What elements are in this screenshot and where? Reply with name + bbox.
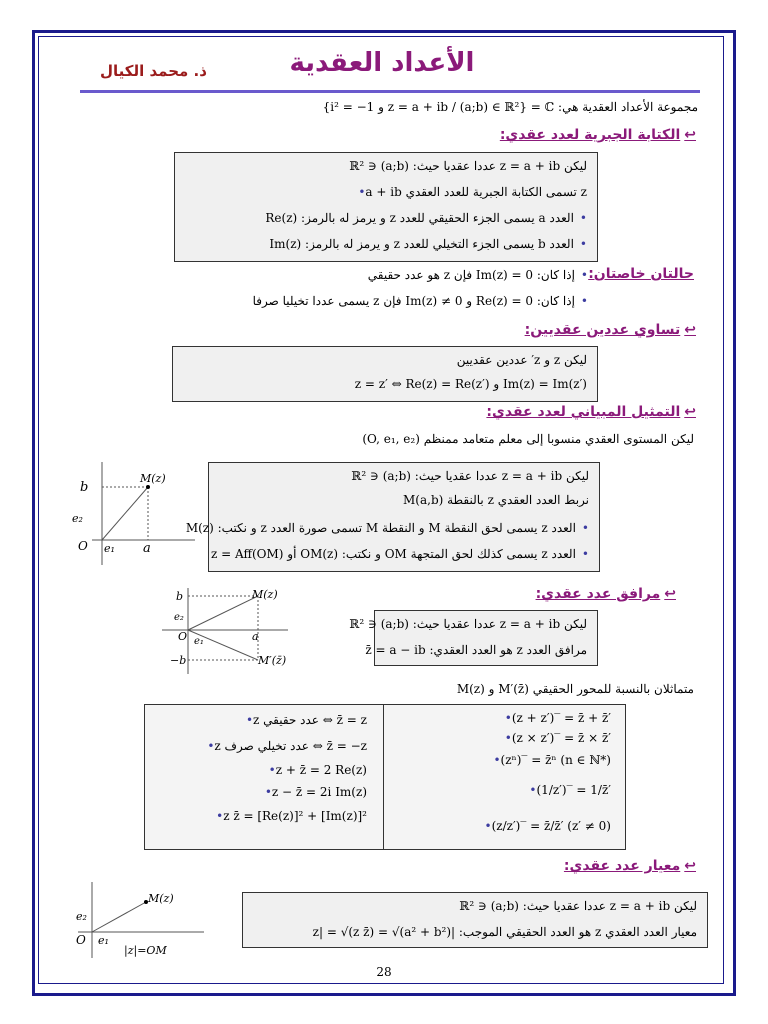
special-case-line [368, 268, 588, 282]
section-arrow-icon: ↩ [684, 404, 696, 420]
label-e1: e₁ [194, 636, 204, 647]
vector-om [92, 902, 146, 932]
special-cases-heading: حالتان خاصتان: [588, 266, 694, 282]
label-origin: O [76, 933, 86, 947]
section-heading-conjugate [536, 586, 676, 602]
label-modulus: |z|=OM [124, 944, 167, 957]
conjugate-figure [160, 586, 290, 676]
label-e2: e₂ [72, 512, 83, 525]
property-line [479, 819, 612, 833]
box-line: ليكن z = a + ib عددا عقديا حيث: (a;b) ∈ ℝ² [459, 899, 697, 913]
box-bullet-line [186, 521, 589, 535]
properties-left-column [149, 705, 377, 849]
property-text: z عدد حقيقي ⇔ z̄ = z [253, 713, 367, 727]
box-line: ليكن z = a + ib عددا عقديا حيث: (a;b) ∈ ℝ² [349, 617, 587, 631]
intro-definition: مجموعة الأعداد العقدية هي: ℂ = {z = a + ib / (a;b) ∈ ℝ² و i² = −1} [322, 100, 698, 114]
property-line [210, 809, 367, 823]
section-heading-text: التمثيل المبياني لعدد عقدي: [486, 404, 681, 420]
section-heading-representation [486, 404, 696, 420]
modulus-figure [76, 880, 206, 960]
bullet-icon: • [579, 211, 587, 225]
label-e1: e₁ [98, 934, 109, 947]
label-a: a [143, 541, 151, 556]
page-header [40, 48, 724, 94]
author-name: ذ. محمد الكيال [100, 62, 207, 80]
bullet-text: العدد a يسمى الجزء الحقيقي للعدد z و يرمز له بالرمز: Re(z) [265, 211, 574, 225]
bullet-text: العدد z يسمى كذلك لحق المتجهة OM و نكتب: OM(z) أو z = Aff(OM) [210, 547, 576, 561]
property-text: z z̄ = [Re(z)]² + [Im(z)]² [223, 809, 367, 823]
label-e2: e₂ [174, 612, 184, 623]
property-line [523, 783, 611, 797]
page-title: الأعداد العقدية [289, 48, 475, 78]
property-line [201, 739, 367, 753]
box-bullet-line [352, 185, 587, 199]
box-bullet-line [269, 237, 587, 251]
bullet-icon: • [504, 711, 512, 725]
bullet-icon: • [529, 783, 537, 797]
conjugate-properties-box [144, 704, 626, 850]
label-m: M(z) [148, 892, 174, 905]
section-heading-text: مرافق عدد عقدي: [535, 586, 661, 602]
property-line [499, 731, 611, 745]
box-line: مرافق العدد z هو العدد العقدي: z̄ = a − ib [365, 643, 587, 657]
column-divider [383, 705, 384, 849]
section-heading-text: تساوي عددين عقديين: [524, 322, 681, 338]
box-line: z = z′ ⇔ Re(z) = Re(z′) و Im(z) = Im(z′) [354, 377, 587, 391]
label-e1: e₁ [104, 542, 115, 555]
modulus-box [242, 892, 708, 948]
bullet-icon: • [580, 268, 588, 282]
vector-om [102, 487, 148, 540]
page-number: 28 [376, 965, 392, 979]
representation-figure [72, 460, 200, 570]
label-b: b [80, 480, 89, 495]
point-m [146, 485, 150, 489]
property-line [487, 753, 611, 767]
bullet-icon: • [581, 547, 589, 561]
box-line: نربط العدد العقدي z بالنقطة M(a,b) [403, 493, 589, 507]
bullet-text: إذا كان: Im(z) = 0 فإن z هو عدد حقيقي [367, 268, 575, 282]
label-m: M(z) [252, 588, 278, 601]
symmetry-note: M(z) و M′(z̄) متماثلان بالنسبة للمحور الحقيقي [456, 682, 694, 696]
property-line [240, 713, 367, 727]
property-text: (zⁿ)‾ = z̄ⁿ (n ∈ ℕ*) [500, 753, 611, 767]
label-origin: O [178, 630, 188, 643]
label-a: a [252, 630, 259, 643]
header-rule [80, 90, 700, 93]
conjugate-box [349, 610, 598, 666]
section-heading-algebraic [500, 127, 696, 143]
property-line [259, 785, 367, 799]
section-heading-text: الكتابة الجبرية لعدد عقدي: [499, 127, 681, 143]
property-text: z عدد تخيلي صرف ⇔ z̄ = −z [214, 739, 367, 753]
bullet-icon: • [581, 521, 589, 535]
property-text: z + z̄ = 2 Re(z) [275, 763, 367, 777]
label-m-prime: M′(z̄) [258, 654, 287, 667]
bullet-icon: • [580, 294, 588, 308]
bullet-text: العدد b يسمى الجزء التخيلي للعدد z و يرمز له بالرمز: Im(z) [269, 237, 574, 251]
label-b: b [176, 590, 184, 603]
bullet-icon: • [207, 739, 215, 753]
property-text: (z + z′)‾ = z̄ + z̄′ [511, 711, 611, 725]
box-line: ليكن z و z′ عددين عقديين [456, 353, 587, 367]
bullet-icon: • [504, 731, 512, 745]
section-arrow-icon: ↩ [664, 586, 676, 602]
box-line: ليكن z = a + ib عددا عقديا حيث: (a;b) ∈ ℝ² [351, 469, 589, 483]
bullet-icon: • [358, 185, 366, 199]
property-line [499, 711, 611, 725]
section-arrow-icon: ↩ [684, 322, 696, 338]
vector-om [188, 596, 258, 630]
bullet-icon: • [216, 809, 224, 823]
box-line: ليكن z = a + ib عددا عقديا حيث: (a;b) ∈ ℝ² [349, 159, 587, 173]
section-heading-modulus [564, 858, 696, 874]
section-arrow-icon: ↩ [684, 858, 696, 874]
special-case-line [253, 294, 588, 308]
equality-box [172, 346, 598, 402]
box-bullet-line [211, 547, 589, 561]
property-text: (1/z′)‾ = 1/z̄′ [536, 783, 611, 797]
bullet-icon: • [245, 713, 254, 727]
property-line [263, 763, 367, 777]
bullet-icon: • [264, 785, 272, 799]
bullet-text: إذا كان: Re(z) = 0 و Im(z) ≠ 0 فإن z يسمى عددا تخيليا صرفا [252, 294, 575, 308]
bullet-icon: • [484, 819, 492, 833]
algebraic-form-box [174, 152, 598, 262]
label-e2: e₂ [76, 910, 87, 923]
plane-intro: ليكن المستوى العقدي منسوبا إلى معلم متعامد ممنظم (O, e₁, e₂) [362, 432, 694, 446]
box-line: معيار العدد العقدي z هو العدد الحقيقي الموجب: |z| = √(z z̄) = √(a² + b²) [312, 925, 697, 939]
section-heading-text: معيار عدد عقدي: [563, 858, 681, 874]
section-arrow-icon: ↩ [684, 127, 696, 143]
label-m: M(z) [140, 472, 166, 485]
label-minus-b: −b [170, 654, 187, 667]
bullet-icon: • [268, 763, 276, 777]
properties-right-column [387, 705, 621, 849]
property-text: z − z̄ = 2i Im(z) [271, 785, 367, 799]
property-text: (z/z′)‾ = z̄/z̄′ (z′ ≠ 0) [491, 819, 611, 833]
representation-box [185, 462, 600, 572]
label-origin: O [78, 539, 88, 553]
section-heading-equality [525, 322, 696, 338]
property-text: (z × z′)‾ = z̄ × z̄′ [511, 731, 611, 745]
bullet-text: a + ib تسمى الكتابة الجبرية للعدد العقدي z [365, 185, 587, 199]
box-bullet-line [265, 211, 587, 225]
bullet-text: العدد z يسمى لحق النقطة M و النقطة M تسمى صورة العدد z و نكتب: M(z) [185, 521, 576, 535]
bullet-icon: • [493, 753, 501, 767]
bullet-icon: • [579, 237, 587, 251]
